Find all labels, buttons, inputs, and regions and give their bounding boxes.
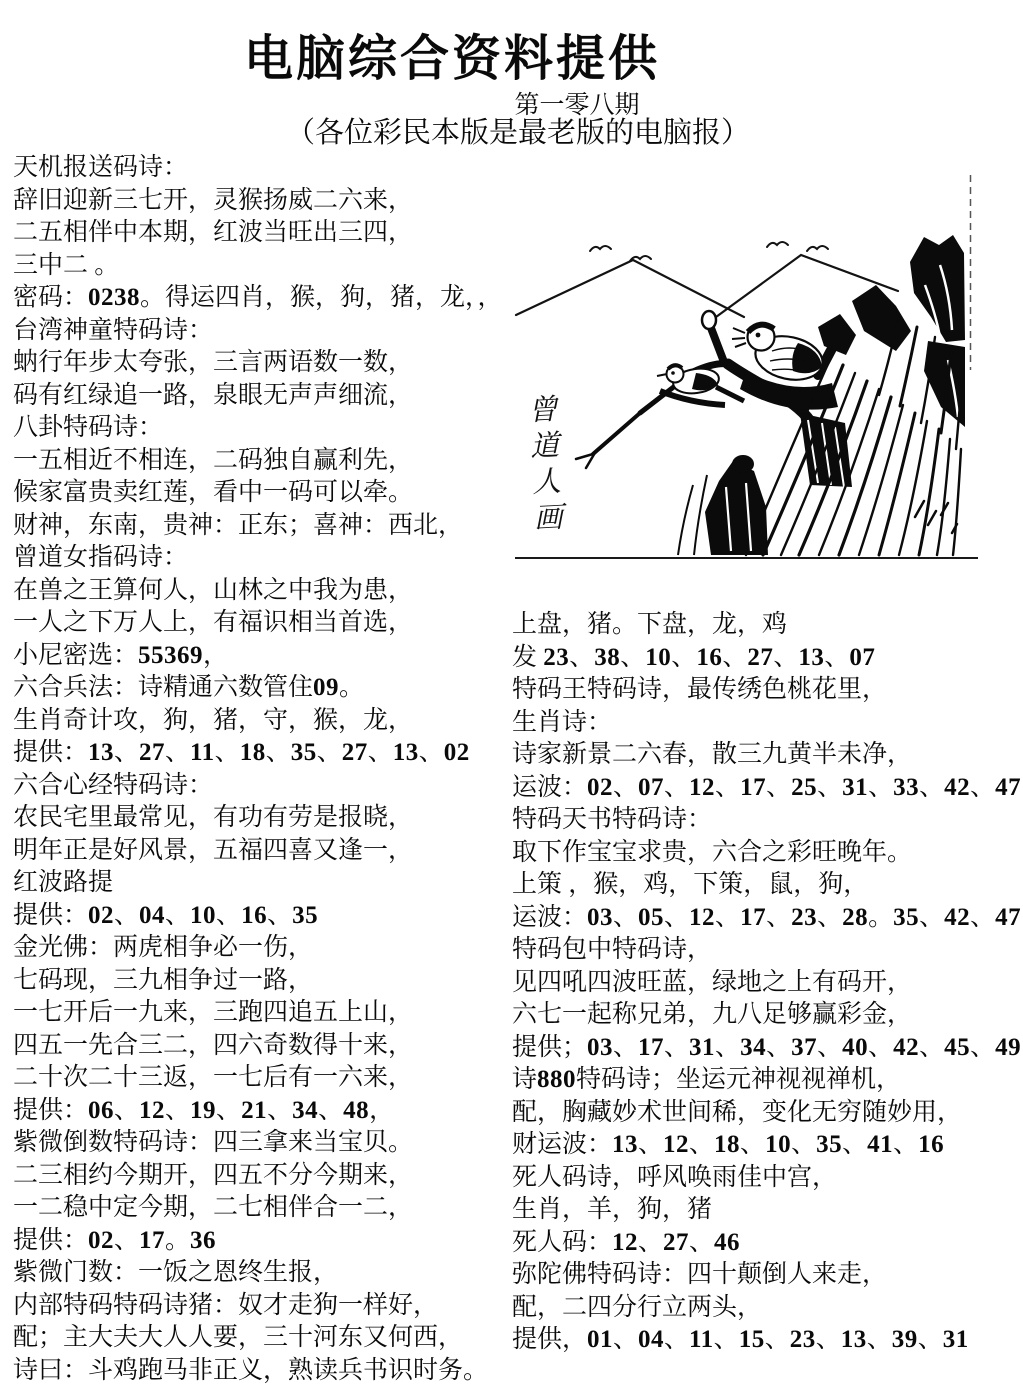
bottom-rock <box>678 455 768 555</box>
text-line: 内部特码特码诗猪：奴才走狗一样好， <box>13 1291 439 1319</box>
text-line: 蚋行年步太夸张，三言两语数一数， <box>13 349 414 376</box>
text-line: 提供；03、17、31、34、37、40、42、45、49 <box>512 1033 1022 1061</box>
text-line: 曾道女指码诗： <box>13 544 189 571</box>
text-line: 在兽之王算何人，山林之中我为患， <box>13 576 414 604</box>
text-line: 三中二 。 <box>13 251 120 279</box>
text-line: 诗880特码诗；坐运元神视视禅机， <box>512 1066 902 1093</box>
text-line: 二十次二十三返，一七后有一六来， <box>13 1064 414 1091</box>
text-line: 一五相近不相连，二码独自赢利先， <box>13 446 414 474</box>
text-line: 四五一先合三二，四六奇数得十来， <box>13 1031 414 1059</box>
text-line: 六合心经特码诗： <box>13 771 214 799</box>
text-line: 六合兵法：诗精通六数管住09。 <box>13 674 365 701</box>
text-line: 小尼密选：55369， <box>13 641 229 669</box>
text-line: 一七开后一九来，三跑四追五上山， <box>13 999 414 1026</box>
text-line: 特码包中特码诗， <box>512 936 713 963</box>
text-line: 生肖奇计攻，狗，猪，守，猴，龙， <box>13 706 414 734</box>
cliff-hatching <box>746 317 963 555</box>
left-column <box>13 152 507 1387</box>
cliff-rocks <box>818 235 965 427</box>
text-line: 诗曰：斗鸡跑马非正义，熟读兵书识时务。 <box>13 1356 489 1384</box>
text-line: 候家富贵卖红莲，看中一码可以牵。 <box>13 479 414 506</box>
text-line: 八卦特码诗： <box>13 414 164 441</box>
sky-bird-icon <box>590 242 828 261</box>
text-line: 密码：0238。得运四肖，猴，狗，猪，龙，， <box>13 284 503 311</box>
small-bird <box>657 365 744 405</box>
text-line: 二三相约今期开，四五不分今期来， <box>13 1161 414 1189</box>
text-line: 七码现，三九相争过一路， <box>13 966 314 994</box>
right-column <box>512 609 1020 1357</box>
text-line: 六七一起称兄弟，九八足够赢彩金， <box>512 1001 913 1028</box>
text-line: 紫微门数：一饭之恩终生报， <box>13 1259 339 1286</box>
text-line: 一二稳中定今期，二七相伴合一二， <box>13 1194 414 1221</box>
issue-number: 第一零八期 <box>514 91 640 119</box>
text-line: 天机报送码诗： <box>13 154 189 181</box>
mountain-outline <box>516 255 898 317</box>
ink-illustration <box>500 165 1010 565</box>
text-line: 二五相伴中本期，红波当旺出三四， <box>13 219 414 246</box>
text-line: 红波路提 <box>13 869 114 896</box>
text-line: 农民宅里最常见，有功有劳是报晓， <box>13 804 414 831</box>
text-line: 配，胸藏妙术世间稀，变化无穷随妙用， <box>512 1098 963 1126</box>
branch <box>576 311 852 468</box>
text-line: 生肖，羊，狗，猪 <box>512 1196 713 1223</box>
edition-note: （各位彩民本版是最老版的电脑报） <box>285 117 751 149</box>
text-line: 码有红绿追一路，泉眼无声声细流， <box>13 381 414 409</box>
text-line: 死人码诗，呼风唤雨佳中宫， <box>512 1163 838 1191</box>
text-line: 提供：02、04、10、16、35 <box>13 901 319 929</box>
text-line: 台湾神童特码诗： <box>13 316 214 344</box>
artist-signature: 曾道人画 <box>523 393 563 539</box>
scree-ticks <box>915 501 957 533</box>
text-line: 配，二四分行立两头， <box>512 1293 763 1321</box>
perched-bird <box>732 324 838 410</box>
text-line: 运波：02、07、12、17、25、31、33、42、47 <box>512 773 1022 801</box>
text-line: 死人码：12、27、46 <box>512 1228 741 1256</box>
text-line: 诗家新景二六春，散三九黄半未净， <box>512 741 913 768</box>
text-line: 弥陀佛特码诗：四十颠倒人来走， <box>512 1261 888 1288</box>
text-line: 明年正是好风景，五福四喜又逢一， <box>13 836 414 864</box>
trunk-hatching <box>800 413 852 487</box>
text-line: 特码王特码诗，最传绣色桃花里， <box>512 676 888 703</box>
text-line: 金光佛：两虎相争必一伤， <box>13 934 314 961</box>
page-title: 电脑综合资料提供 <box>243 32 661 86</box>
text-line: 紫微倒数特码诗：四三拿来当宝贝。 <box>13 1129 414 1156</box>
text-line: 一人之下万人上，有福识相当首选， <box>13 609 414 636</box>
text-line: 上策 ，猴，鸡，下策，鼠，狗， <box>512 871 869 898</box>
text-line: 见四吼四波旺蓝，绿地之上有码开， <box>512 968 913 996</box>
text-line: 提供：06、12、19、21、34、48， <box>13 1096 395 1124</box>
text-line: 配；主大夫大人人要，三十河东又何西， <box>13 1324 464 1351</box>
text-line: 发 23、38、10、16、27、13、07 <box>512 643 876 671</box>
text-line: 辞旧迎新三七开，灵猴扬威二六来， <box>13 186 414 214</box>
text-line: 上盘，猪。下盘，龙，鸡 <box>512 611 788 638</box>
text-line: 生肖诗： <box>512 708 613 736</box>
text-line: 财运波：13、12、18、10、35、41、16 <box>512 1131 945 1158</box>
text-line: 取下作宝宝求贵，六合之彩旺晚年。 <box>512 838 913 866</box>
text-line: 财神，东南，贵神：正东；喜神：西北， <box>13 511 464 539</box>
text-line: 运波：03、05、12、17、23、28。35、42、47 <box>512 903 1022 931</box>
text-line: 提供：13、27、11、18、35、27、13、02 <box>13 739 470 766</box>
text-line: 提供，01、04、11、15、23、13、39、31 <box>512 1326 969 1353</box>
text-line: 特码天书特码诗： <box>512 806 713 833</box>
text-line: 提供：02、17。36 <box>13 1226 217 1254</box>
